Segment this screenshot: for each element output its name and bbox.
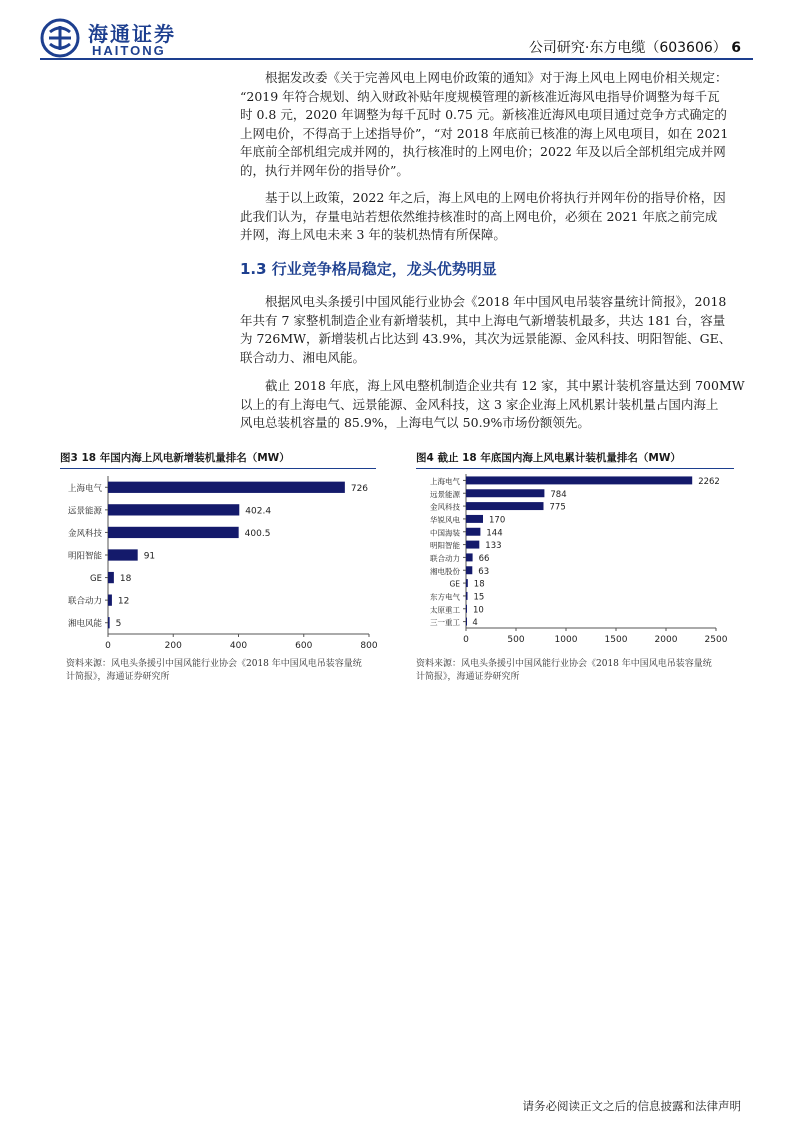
category-label: 明阳智能 xyxy=(67,551,102,562)
paragraph-conclusion xyxy=(240,189,747,245)
chart-new-installations xyxy=(60,468,380,650)
x-tick-label: 600 xyxy=(295,641,313,650)
category-label: 湘电风能 xyxy=(67,619,102,630)
data-label: 726 xyxy=(350,483,369,494)
page-number: 6 xyxy=(731,40,741,56)
bar xyxy=(108,617,110,628)
figure-3-source xyxy=(66,658,386,684)
category-label: 太原重工 xyxy=(430,605,460,615)
bar xyxy=(108,504,239,515)
figure-3-title: 图3 18 年国内海上风电新增装机量排名（MW） xyxy=(60,450,376,469)
data-label: 784 xyxy=(550,489,567,500)
bar xyxy=(466,553,473,561)
bar xyxy=(108,549,138,560)
paragraph-cumulative xyxy=(240,377,747,433)
text-line: “2019 年符合规划、纳入财政补贴年度规模管理的新核准近海风电指导价调整为每千瓦 xyxy=(240,88,720,104)
text-line: 基于以上政策，2022 年之后，海上风电的上网电价将执行并网年份的指导价格，因 xyxy=(265,190,726,205)
figure-4-title: 图4 截止 18 年底国内海上风电累计装机量排名（MW） xyxy=(416,450,734,469)
header-divider xyxy=(40,58,753,60)
data-label: 170 xyxy=(489,515,506,526)
category-label: 东方电气 xyxy=(430,592,460,602)
text-line: 根据风电头条援引中国风能行业协会《2018 年中国风电吊装容量统计简报》，2018 xyxy=(265,294,727,309)
x-tick-label: 1500 xyxy=(604,635,628,645)
x-tick-label: 0 xyxy=(463,635,469,645)
x-tick-label: 200 xyxy=(164,641,182,650)
x-tick-label: 2500 xyxy=(704,635,728,645)
bar xyxy=(466,489,544,497)
paragraph-new-installations xyxy=(240,293,747,367)
x-tick-label: 800 xyxy=(360,641,378,650)
text-line: 的，执行并网年份的指导价”。 xyxy=(240,162,409,178)
text-line: 时 0.8 元，2020 年调整为每千瓦时 0.75 元。新核准近海风电项目通过竞争方式确定的 xyxy=(240,107,727,122)
text-line: 联合动力、湘电风能。 xyxy=(240,349,366,365)
data-label: 2262 xyxy=(698,476,720,487)
bar xyxy=(466,605,467,613)
data-label: 63 xyxy=(478,566,490,577)
source-line: 资料来源：风电头条援引中国风能行业协会《2018 年中国风电吊装容量统 xyxy=(66,659,362,669)
x-tick-label: 1000 xyxy=(554,635,578,645)
source-line: 计简报》，海通证券研究所 xyxy=(416,672,520,682)
data-label: 12 xyxy=(117,596,130,607)
category-label: 中国海装 xyxy=(430,528,460,538)
data-label: 18 xyxy=(119,574,132,585)
data-label: 66 xyxy=(478,553,490,564)
category-label: GE xyxy=(90,574,102,585)
category-label: 三一重工 xyxy=(430,618,460,628)
bar xyxy=(108,527,239,538)
report-type: 公司研究·东方电缆（603606） xyxy=(528,40,727,56)
footer-disclaimer: 请务必阅读正文之后的信息披露和法律声明 xyxy=(522,1099,741,1113)
data-label: 5 xyxy=(115,619,122,630)
bar xyxy=(466,579,468,587)
data-label: 4 xyxy=(472,618,478,629)
text-line: 上网电价，不得高于上述指导价”，“对 2018 年底前已核准的海上风电项目，如在 2021 xyxy=(240,125,729,141)
figure-4-source xyxy=(416,658,746,684)
category-label: 联合动力 xyxy=(67,596,102,607)
data-label: 133 xyxy=(485,541,502,552)
bar xyxy=(466,528,480,536)
source-line: 计简报》，海通证券研究所 xyxy=(66,672,170,682)
bar xyxy=(108,572,114,583)
category-label: 上海电气 xyxy=(430,476,460,486)
text-line: 为 726MW，新增装机占比达到 43.9%，其次为远景能源、金风科技、明阳智能、GE、 xyxy=(240,331,732,346)
text-line: 此我们认为，存量电站若想依然维持核准时的高上网电价，必须在 2021 年底之前完成 xyxy=(240,208,718,224)
bar xyxy=(466,592,468,600)
text-line: 风电总装机容量的 85.9%，上海电气以 50.9%市场份额领先。 xyxy=(240,415,590,430)
category-label: 明阳智能 xyxy=(430,541,460,551)
figure-4 xyxy=(416,450,734,469)
category-label: 华锐风电 xyxy=(430,515,460,525)
data-label: 400.5 xyxy=(244,528,271,539)
x-tick-label: 400 xyxy=(229,641,248,650)
bar xyxy=(466,566,472,574)
paragraph-policy xyxy=(240,69,747,180)
data-label: 18 xyxy=(473,579,485,590)
bar xyxy=(466,502,544,510)
bar xyxy=(466,476,692,484)
text-line: 并网，海上风电未来 3 年的装机热情有所保障。 xyxy=(240,227,506,242)
page-header xyxy=(529,37,741,57)
category-label: 金风科技 xyxy=(430,502,460,512)
x-tick-label: 0 xyxy=(105,641,111,650)
category-label: 湘电股份 xyxy=(430,566,460,576)
data-label: 91 xyxy=(143,551,156,562)
data-label: 402.4 xyxy=(245,506,272,517)
category-label: 上海电气 xyxy=(67,483,102,494)
bar xyxy=(108,482,345,493)
category-label: GE xyxy=(449,579,460,589)
logo-text-cn: 海通证券 xyxy=(88,22,176,46)
logo-text-en: HAITONG xyxy=(92,43,166,58)
x-tick-label: 2000 xyxy=(654,635,678,645)
text-line: 年底前全部机组完成并网的，执行核准时的上网电价；2022 年及以后全部机组完成并网 xyxy=(240,144,726,159)
text-line: 年共有 7 家整机制造企业有新增装机，其中上海电气新增装机最多，共达 181 台，容量 xyxy=(240,312,726,328)
text-line: 截止 2018 年底，海上风电整机制造企业共有 12 家，其中累计装机容量达到 700MW xyxy=(265,378,745,393)
category-label: 金风科技 xyxy=(67,528,102,539)
data-label: 15 xyxy=(473,592,485,603)
category-label: 联合动力 xyxy=(430,553,460,563)
bar xyxy=(108,595,112,606)
section-heading: 1.3 行业竞争格局稳定，龙头优势明显 xyxy=(240,260,497,278)
data-label: 10 xyxy=(473,605,484,616)
category-label: 远景能源 xyxy=(67,506,102,517)
haitong-logo xyxy=(40,18,240,62)
category-label: 远景能源 xyxy=(430,489,460,499)
figure-3 xyxy=(60,450,376,469)
data-label: 144 xyxy=(486,528,503,539)
text-line: 根据发改委《关于完善风电上网电价政策的通知》对于海上风电上网电价相关规定： xyxy=(265,70,728,85)
source-line: 资料来源：风电头条援引中国风能行业协会《2018 年中国风电吊装容量统 xyxy=(416,659,712,669)
bar xyxy=(466,618,467,626)
bar xyxy=(466,515,483,523)
bar xyxy=(466,541,479,549)
haitong-logo-icon xyxy=(40,18,80,58)
x-tick-label: 500 xyxy=(507,635,525,645)
chart-cumulative-installations xyxy=(416,468,746,650)
text-line: 以上的有上海电气、远景能源、金风科技，这 3 家企业海上风机累计装机量占国内海上 xyxy=(240,396,719,412)
data-label: 775 xyxy=(549,502,566,513)
